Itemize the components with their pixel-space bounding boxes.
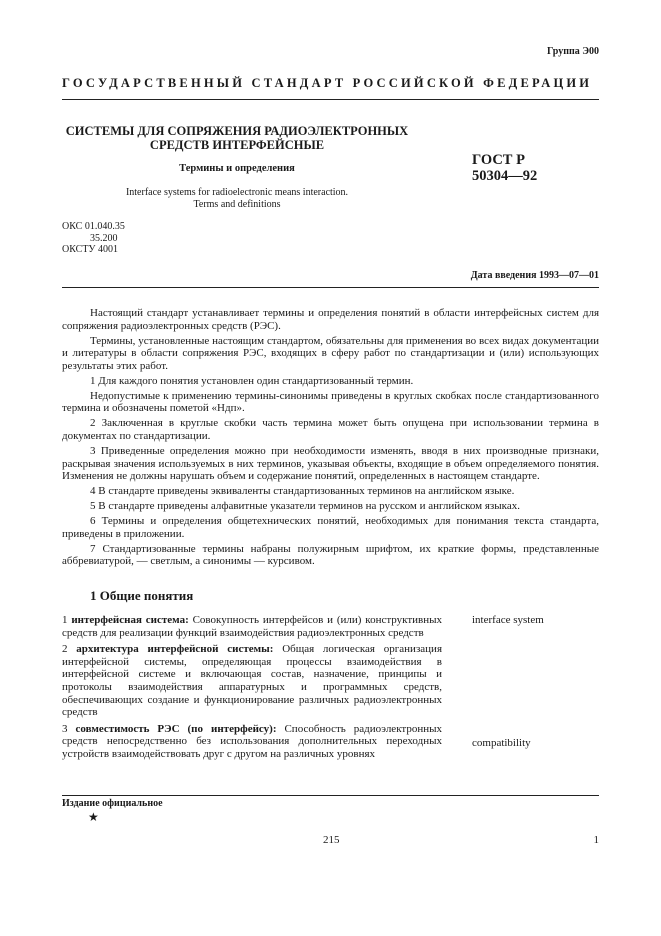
- paragraph: 4 В стандарте приведены эквиваленты стандартизованных терминов на английском языке.: [90, 485, 515, 498]
- gost-number: [472, 152, 537, 184]
- header-divider: [62, 99, 599, 100]
- gost-line-2: 50304—92: [472, 168, 538, 184]
- document-subtitle: Термины и определения: [179, 163, 295, 174]
- english-title-line-1: Interface systems for radioelectronic means interaction.: [125, 187, 349, 198]
- english-title-line-2: Terms and definitions: [193, 199, 281, 210]
- paragraph: 7 Стандартизованные термины набраны полужирным шрифтом, их краткие формы, представленные аббревиатурой, — светлым, а синонимы — курсивом.: [62, 542, 599, 568]
- term-entry-3: [62, 723, 442, 761]
- term-entry-2: [62, 643, 442, 719]
- term-entry-1: [62, 614, 442, 639]
- okstu-code: ОКСТУ 4001: [62, 244, 119, 255]
- terms-list: [62, 614, 442, 765]
- group-code: Группа Э00: [547, 46, 599, 57]
- paragraph: 2 Заключенная в круглые скобки часть термина может быть опущена при использовании термина в документах по стандартизации.: [62, 417, 599, 443]
- term-name: интерфейсная система:: [71, 614, 189, 626]
- paragraph: Недопустимые к применению термины-синонимы приведены в круглых скобках после стандартизованного термина и обозначены пометой «Ндп».: [62, 389, 599, 415]
- paragraph: 6 Термины и определения общетехнических понятий, необходимых для понимания текста стандарта, приведены в приложении.: [62, 515, 599, 540]
- section-heading: 1 Общие понятия: [90, 588, 194, 603]
- english-equivalent-1: interface system: [472, 614, 544, 626]
- paragraph: 1 Для каждого понятия установлен один стандартизованный термин.: [90, 374, 414, 387]
- term-number: 3: [62, 722, 68, 735]
- classification-codes: [62, 221, 125, 256]
- term-number: 2: [62, 643, 68, 656]
- english-title: [62, 187, 412, 211]
- term-name: архитектура интерфейсной системы:: [76, 643, 274, 656]
- gost-line-1: ГОСТ Р: [472, 152, 525, 168]
- title-line-1: СИСТЕМЫ ДЛЯ СОПРЯЖЕНИЯ РАДИОЭЛЕКТРОННЫХ: [65, 124, 409, 138]
- okc-code-2: 35.200: [90, 232, 118, 244]
- title-line-2: СРЕДСТВ ИНТЕРФЕЙСНЫЕ: [149, 138, 325, 152]
- document-title: [62, 124, 412, 152]
- term-number: 1: [62, 614, 68, 626]
- term-definition: Общая логическая организация интерфейсной системы, определяющая процессы взаимодействия в интерфейсной системе и включающая состав, назначение, принципы и протоколы взаимодействия аппаратурных и программных средств, обеспечивающих создание и функционирование различных радиоэлектронных средств: [62, 643, 443, 719]
- edition-label: Издание официальное: [62, 798, 163, 809]
- english-equivalent-3: compatibility: [472, 737, 531, 749]
- okc-code-1: ОКС 01.040.35: [62, 221, 125, 232]
- paragraph: Настоящий стандарт устанавливает термины и определения понятий в области интерфейсных систем для сопряжения радиоэлектронных средств (РЭС).: [62, 307, 599, 332]
- standard-organization: ГОСУДАРСТВЕННЫЙ СТАНДАРТ РОССИЙСКОЙ ФЕДЕРАЦИИ: [62, 76, 593, 90]
- paragraph: 5 В стандарте приведены алфавитные указатели терминов на русском и английском языках.: [90, 500, 520, 513]
- introduction-text: [62, 307, 599, 570]
- introduction-date: Дата введения 1993—07—01: [470, 270, 599, 281]
- page-number: 215: [323, 834, 340, 846]
- sheet-number: 1: [593, 834, 599, 846]
- footer-divider: [62, 795, 599, 796]
- paragraph: Термины, установленные настоящим стандартом, обязательны для применения во всех видах документации и литературы в области сопряжения РЭС, входящих в сферу работ по стандартизации и (или) использующих результаты этих работ.: [62, 334, 599, 372]
- term-definition: Способность радиоэлектронных средств непосредственно без использования дополнительных переходных устройств взаимодействовать друг с другом на различных уровнях: [62, 722, 442, 760]
- star-icon: ★: [88, 810, 99, 824]
- date-divider: [62, 287, 599, 288]
- term-definition: Совокупность интерфейсов и (или) конструктивных средств для реализации функций взаимодействия радиоэлектронных средств: [62, 614, 442, 639]
- term-name: совместимость РЭС (по интерфейсу):: [75, 722, 277, 735]
- paragraph: 3 Приведенные определения можно при необходимости изменять, вводя в них производные признаки, раскрывая значения используемых в них терминов, указывая объекты, входящие в объем определяемого понятия. Изменения не должны нарушать объем и содержание понятий, определенных в настоящем стандарте.: [62, 444, 599, 483]
